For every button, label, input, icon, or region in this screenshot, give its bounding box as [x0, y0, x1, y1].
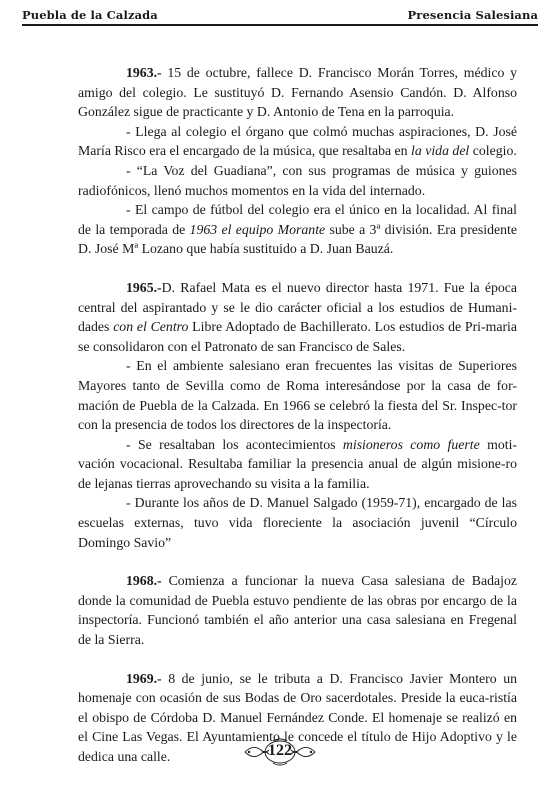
italic-phrase: misioneros como fuerte — [342, 436, 480, 452]
year-heading: 1969.- — [126, 670, 162, 686]
paragraph-text: - En el ambiente salesiano eran frecuentes las visitas de Superiores Mayores tanto de Sevilla como de Roma interesándose por la casa de for-mación de Puebla de la Calzada. En 1966 se celebró la fiesta del Sr. Inspec-tor con la presencia de todos los directores de la inspectoría. — [78, 358, 517, 433]
year-heading: 1963.- — [126, 65, 162, 80]
paragraph-salgado — [78, 493, 517, 552]
paragraph-text: sube a 3ª división. Era presidente D. José Mª Lozano que había sustituido a D. Juan Bauzá. — [78, 221, 517, 257]
italic-phrase: con el Centro — [113, 319, 189, 335]
italic-phrase: 1963 el equipo Morante — [189, 221, 326, 237]
page-number: 122 — [268, 742, 292, 759]
paragraph-text: - Se resaltaban los acontecimientos — [126, 436, 343, 452]
running-header — [22, 4, 538, 22]
header-right-title: Presencia Salesiana — [407, 8, 538, 22]
paragraph-text: - Durante los años de D. Manuel Salgado (1959-71), encargado de las escuelas externas, tuvo vida floreciente la asociación juvenil “Círculo Domingo Savio” — [78, 495, 517, 550]
paragraph-superiores — [78, 356, 517, 434]
paragraph-text: 8 de junio, se le tributa a D. Francisco Javier Montero un homenaje con ocasión de sus Bodas de Oro sacerdotales. Preside la euca-ristía el obispo de Córdoba D. Manuel Fernández Conde. El homenaje se realizó en el Cine Las Vegas. El Ayuntamiento le concede el título de Hijo Adoptivo y le dedica una calle. — [78, 670, 517, 764]
header-rule — [22, 24, 538, 26]
paragraph-text: - El campo de fútbol del colegio era el único en la localidad. Al final de la temporada de — [78, 202, 517, 237]
paragraph-futbol — [78, 200, 517, 259]
year-heading: 1968.- — [126, 573, 162, 589]
paragraph-1965 — [78, 278, 517, 356]
paragraph-text: Comienza a funcionar la nueva Casa salesiana de Badajoz donde la comunidad de Puebla estuvo pendiente de las obras por encargo de la inspectoría. Funcionó también el año anterior una casa salesiana en Fregenal de la Sierra. — [78, 573, 517, 648]
paragraph-text: moti-vación vocacional. Resultaba familiar la presencia anual de algún misione-ro de lejanas tierras aprovechando su visita a la familia. — [78, 436, 517, 491]
paragraph-text: 15 de octubre, fallece D. Francisco Morán Torres, médico y amigo del colegio. Le sustituyó D. Fernando Asensio Candón. D. Alfonso González sigue de practicante y D. Antonio de Tena en la parroquia. — [78, 65, 517, 120]
paragraph-text: - Llega al colegio el órgano que colmó muchas aspiraciones, D. José María Risco era el encargado de la música, que resaltaba en — [78, 123, 517, 159]
page-number-ornament — [243, 738, 317, 766]
header-left-title: Puebla de la Calzada — [22, 8, 158, 22]
paragraph-misioneros — [78, 435, 517, 494]
paragraph-text: colegio. — [469, 143, 517, 159]
paragraph-text: - “La Voz del Guadiana”, con sus programas de música y guiones radiofónicos, llenó muchos momentos en la vida del internado. — [78, 162, 517, 198]
paragraph-radio — [78, 161, 517, 200]
paragraph-organo — [78, 122, 517, 161]
body-text — [78, 63, 517, 767]
italic-phrase: la vida del — [411, 143, 470, 159]
paragraph-1963 — [78, 63, 517, 122]
paragraph-text: Libre Adoptado de Bachillerato. Los estudios de Pri-maria se consolidaron con el Patronato de san Francisco de Sales. — [78, 319, 518, 354]
paragraph-1968 — [78, 571, 517, 649]
year-heading: 1965.- — [126, 279, 162, 295]
paragraph-text: D. Rafael Mata es el nuevo director hasta 1971. Fue la época central del aspirantado y se le dio carácter oficial a los estudios de Humani-dades — [78, 279, 517, 335]
